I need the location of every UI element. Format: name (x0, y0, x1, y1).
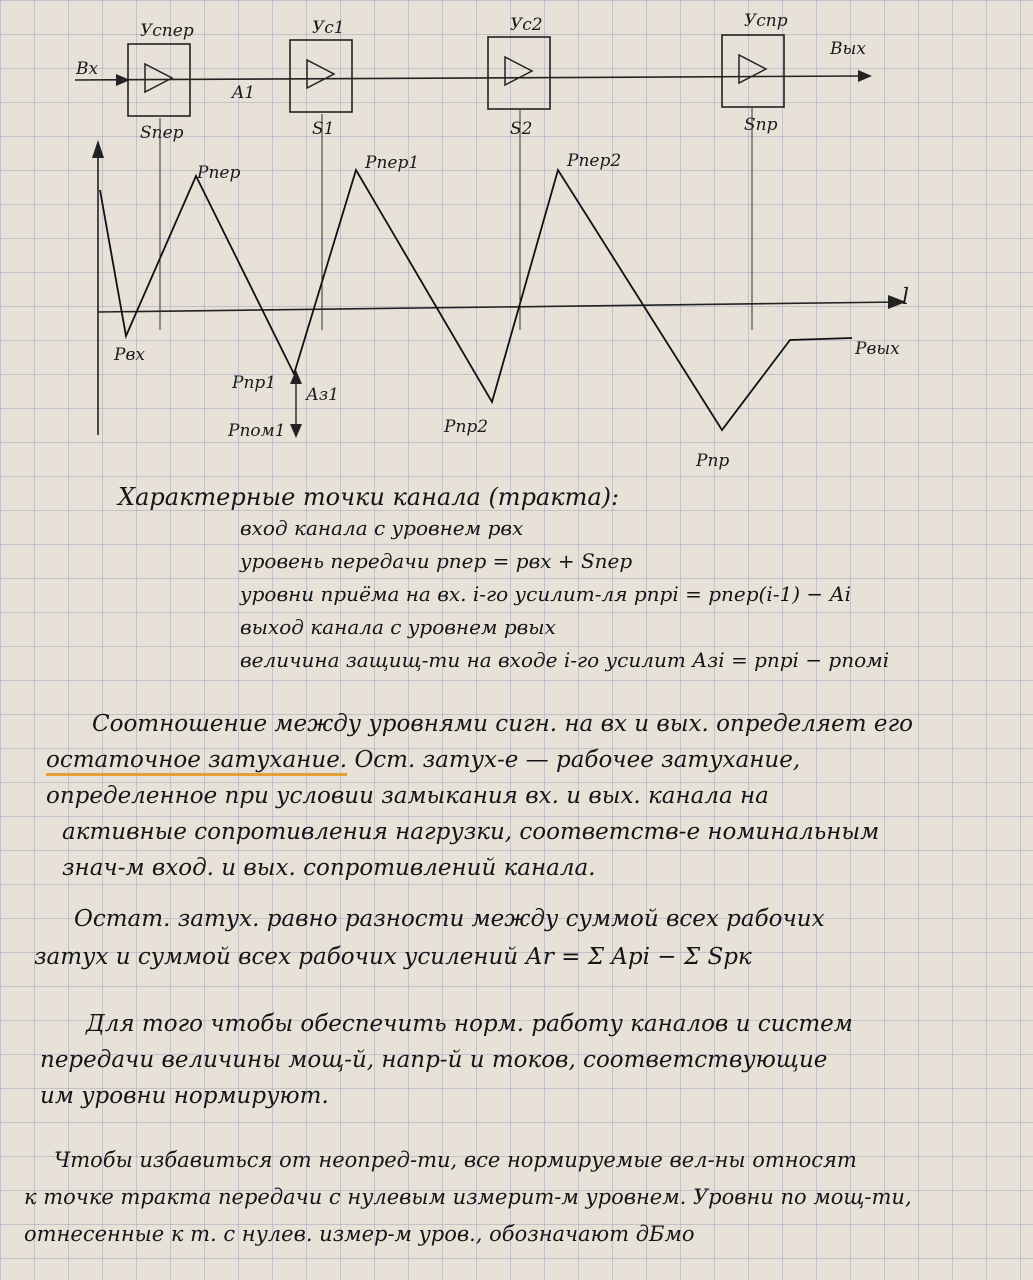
text-line: Для того чтобы обеспечить норм. работу каналов и систем (86, 1011, 853, 1037)
block-top-label: Ус1 (312, 18, 345, 38)
signal-line (75, 76, 860, 80)
text-line: Чтобы избавиться от неопред-ти, все нормируемые вел-ны относят (54, 1148, 857, 1172)
list-item: выход канала с уровнем рвых (240, 615, 556, 639)
characteristic-list (240, 512, 889, 677)
amplifier-block-s2 (488, 37, 550, 109)
highlighted-term: остаточное затухание. (46, 747, 347, 776)
point-label: Аз1 (306, 385, 339, 405)
list-item: уровни приёма на вх. i-го усилит-ля рпрi = рпер(i-1) − Аi (240, 582, 852, 606)
l-axis (98, 302, 900, 312)
block-bottom-label: S1 (312, 119, 335, 139)
block-bottom-label: Sпер (140, 123, 184, 143)
level-diagram (0, 0, 1033, 480)
notes-heading: Характерные точки канала (тракта): (118, 483, 620, 511)
amplifier-block-s1 (290, 40, 352, 112)
block-top-label: Успр (744, 11, 788, 31)
point-label: Рвых (855, 339, 900, 359)
text-line: к точке тракта передачи с нулевым измерит-м уровнем. Уровни по мощ-ти, (24, 1185, 912, 1209)
text-line: активные сопротивления нагрузки, соответств-е номинальным (62, 819, 880, 845)
text-line: затух и суммой всех рабочих усилений Аr = Σ Apі − Σ Spк (34, 944, 752, 970)
block-top-label: Ус2 (510, 15, 543, 35)
text-line: им уровни нормируют. (40, 1083, 329, 1109)
text-line: Соотношение между уровнями сигн. на вх и вых. определяет его (92, 711, 913, 737)
amplifier-block-pr (722, 35, 784, 107)
point-label: Рпр1 (232, 373, 277, 393)
paragraph-residual-attenuation (46, 706, 913, 886)
block-bottom-label: Sпр (744, 115, 778, 135)
text-line: Остат. затух. равно разности между суммой всех рабочих (74, 906, 825, 932)
text-line-rest: Ост. затух-е — рабочее затухание, (354, 747, 801, 773)
paragraph-residual-formula (34, 900, 825, 976)
input-label: Вх (76, 59, 99, 79)
point-label: Рпер2 (567, 151, 622, 171)
block-top-label: Успер (140, 21, 194, 41)
text-line: определенное при условии замыкания вх. и вых. канала на (46, 783, 769, 809)
text-line: отнесенные к т. с нулев. измер-м уров., обозначают дБмо (24, 1222, 695, 1246)
block-bottom-label: S2 (510, 119, 533, 139)
point-label: Рпер (197, 163, 241, 183)
point-label: Рпр2 (444, 417, 489, 437)
axis-label: l (902, 285, 910, 310)
point-label: Рпер1 (365, 153, 420, 173)
list-item: величина защищ-ти на входе i-го усилит Азi = рпрi − рпомi (240, 648, 890, 672)
output-label: Вых (830, 39, 866, 59)
output-arrow (858, 70, 872, 82)
text-line: знач-м вход. и вых. сопротивлений канала. (62, 855, 596, 881)
level-curve (100, 170, 852, 430)
y-axis-arrow (92, 140, 104, 158)
list-item: уровень передачи рпер = рвх + Sпер (240, 549, 633, 573)
paragraph-normalization (40, 1006, 853, 1114)
list-item: вход канала с уровнем рвх (240, 516, 524, 540)
point-label: Рпр (696, 451, 730, 471)
point-label: Рпом1 (228, 421, 286, 441)
text-line: передачи величины мощ-й, напр-й и токов, соответствующие (40, 1047, 828, 1073)
a1-label: A1 (232, 83, 256, 103)
text-line (46, 742, 913, 778)
point-label: Рвх (114, 345, 145, 365)
paragraph-zero-level (24, 1142, 912, 1253)
characteristic-points (118, 480, 619, 514)
